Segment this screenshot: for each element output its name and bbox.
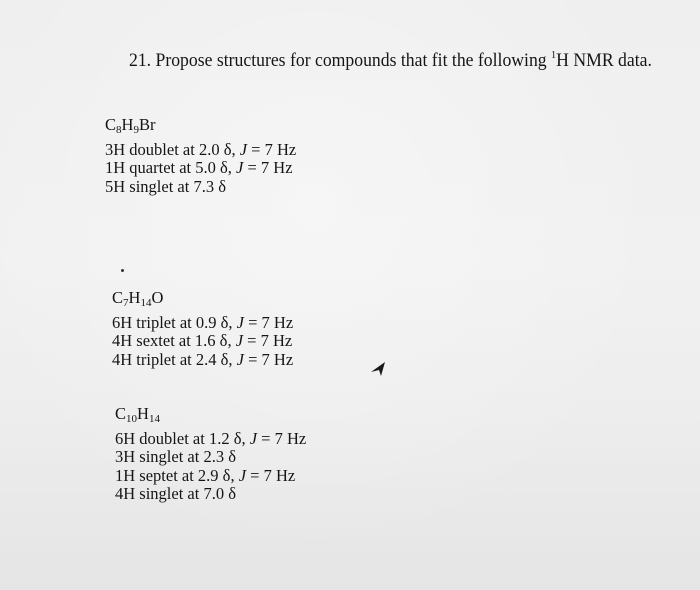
formula-element: H (121, 115, 134, 134)
formula-subscript: 9 (133, 124, 139, 136)
molecular-formula (112, 289, 293, 313)
formula-element: O (151, 288, 164, 307)
isotope-superscript: 1 (551, 49, 557, 61)
formula-subscript: 14 (148, 413, 160, 425)
nmr-signal: 4H sextet at 1.6 δ, J = 7 Hz (112, 331, 293, 350)
compound-block (112, 289, 293, 369)
formula-subscript: 7 (123, 297, 129, 309)
nmr-signal: 3H doublet at 2.0 δ, J = 7 Hz (105, 139, 297, 159)
nmr-signal: 1H quartet at 5.0 δ, J = 7 Hz (105, 158, 293, 177)
compound-block (115, 405, 306, 504)
compound-block (105, 116, 296, 196)
stray-mark (121, 269, 124, 272)
molecular-formula (105, 116, 296, 140)
formula-element: C (105, 115, 117, 134)
formula-subscript: 10 (126, 413, 138, 425)
formula-element: H (137, 404, 149, 423)
formula-element: Br (138, 115, 156, 134)
formula-subscript: 8 (116, 124, 122, 136)
nmr-signal: 4H triplet at 2.4 δ, J = 7 Hz (112, 349, 294, 369)
nmr-signal: 6H triplet at 0.9 δ, J = 7 Hz (112, 312, 294, 332)
formula-element: C (112, 288, 124, 307)
nmr-signal: 6H doublet at 1.2 δ, J = 7 Hz (115, 428, 307, 448)
nmr-signal: 5H singlet at 7.3 δ (105, 176, 226, 196)
question-heading (129, 49, 652, 72)
nmr-signal: 3H singlet at 2.3 δ (115, 447, 236, 466)
question-text-end: H NMR data. (556, 50, 652, 71)
question-number: 21. (129, 50, 152, 71)
mouse-pointer-icon (368, 359, 388, 379)
formula-element: C (115, 404, 127, 423)
nmr-signal: 1H septet at 2.9 δ, J = 7 Hz (115, 465, 296, 485)
nmr-signal: 4H singlet at 7.0 δ (115, 484, 236, 503)
molecular-formula (115, 405, 306, 429)
formula-element: H (128, 288, 141, 307)
formula-subscript: 14 (140, 297, 152, 309)
question-text: Propose structures for compounds that fit the following (155, 50, 552, 71)
